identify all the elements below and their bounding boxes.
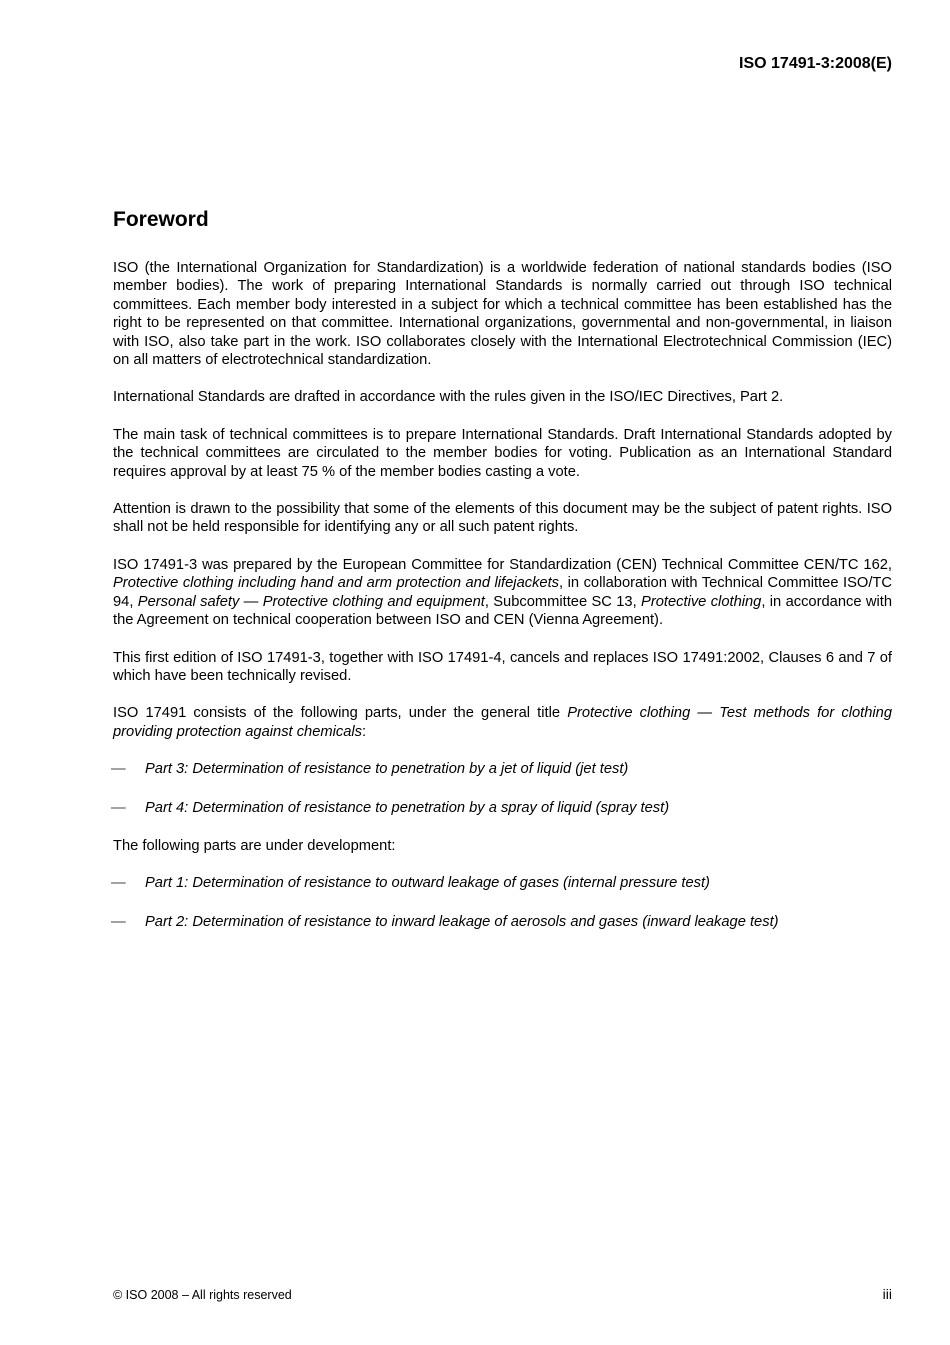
- dash-bullet: —: [111, 761, 126, 778]
- dash-bullet: —: [111, 875, 126, 892]
- paragraph-patent-rights: Attention is drawn to the possibility that some of the elements of this document may be the subject of patent rights. ISO shall not be held responsible for identifying any or all such patent rights.: [113, 501, 892, 536]
- list-item: [111, 799, 892, 817]
- paragraph-parts: [113, 704, 892, 741]
- text-run: ISO 17491 consists of the following parts, under the general title: [113, 705, 568, 722]
- italic-title: Protective clothing — Test methods for clothing providing protection against chemicals: [113, 705, 892, 740]
- foreword-body: [113, 259, 892, 951]
- dash-bullet: —: [111, 913, 126, 930]
- document-code: ISO 17491-3:2008(E): [739, 55, 892, 72]
- paragraph-under-development: The following parts are under development:: [113, 837, 396, 854]
- footer-copyright: © ISO 2008 – All rights reserved: [113, 1288, 292, 1302]
- italic-title: Protective clothing including hand and arm protection and lifejackets: [113, 575, 560, 592]
- text-run: ISO 17491-3 was prepared by the European Committee for Standardization (CEN) Technical Committee CEN/TC 162,: [113, 556, 892, 573]
- paragraph-iso-intro: ISO (the International Organization for Standardization) is a worldwide federation of national standards bodies (ISO member bodies). The work of preparing International Standards is normally carried out through ISO technical committees. Each member body interested in a subject for which a technical committee has been established has the right to be represented on that committee. International organizations, governmental and non-governmental, in liaison with ISO, also take part in the work. ISO collaborates closely with the International Electrotechnical Commission (IEC) on all matters of electrotechnical standardization.: [113, 260, 892, 369]
- page-number: iii: [882, 1286, 892, 1302]
- list-item-text: Part 3: Determination of resistance to penetration by a jet of liquid (jet test): [145, 761, 629, 778]
- text-run: , in accordance with the Agreement on technical cooperation between ISO and CEN (Vienna Agreement).: [113, 593, 892, 629]
- list-item: [111, 760, 892, 778]
- list-item-text: Part 2: Determination of resistance to inward leakage of aerosols and gases (inward leakage test): [145, 913, 779, 930]
- list-item: [111, 874, 892, 892]
- list-item: [111, 913, 892, 931]
- italic-title: Personal safety — Protective clothing and equipment: [137, 593, 485, 610]
- paragraph-edition: This first edition of ISO 17491-3, together with ISO 17491-4, cancels and replaces ISO 17491:2002, Clauses 6 and 7 of which have been technically revised.: [113, 649, 892, 684]
- text-run: :: [362, 723, 367, 740]
- paragraph-preparation: [113, 556, 892, 630]
- text-run: , in collaboration with Technical Committee ISO/TC 94,: [113, 575, 892, 610]
- paragraph-directives: International Standards are drafted in accordance with the rules given in the ISO/IEC Directives, Part 2.: [113, 389, 784, 406]
- paragraph-committee-task: The main task of technical committees is to prepare International Standards. Draft International Standards adopted by the technical committees are circulated to the member bodies for voting. Publication as an International Standard requires approval by at least 75 % of the member bodies casting a vote.: [113, 426, 892, 480]
- page-title: Foreword: [113, 208, 209, 231]
- italic-title: Protective clothing: [641, 593, 762, 610]
- dash-bullet: —: [111, 799, 126, 816]
- list-item-text: Part 4: Determination of resistance to penetration by a spray of liquid (spray test): [145, 799, 670, 816]
- list-item-text: Part 1: Determination of resistance to outward leakage of gases (internal pressure test): [145, 875, 710, 892]
- text-run: , Subcommittee SC 13,: [484, 593, 642, 610]
